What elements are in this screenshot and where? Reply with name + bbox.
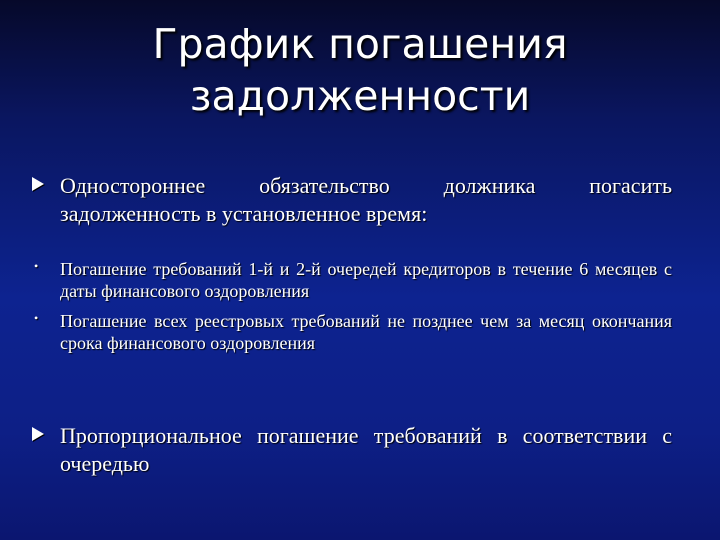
bullet-text: Пропорциональное погашение требований в соответствии с очередью [60,423,672,476]
bullet-item-all-registry-claims [32,310,672,354]
arrow-bullet-icon [32,177,44,191]
bullet-text: Погашение требований 1-й и 2-й очередей кредиторов в течение 6 месяцев с даты финансового оздоровления [60,259,672,301]
bullet-item-first-second-queue [32,258,672,302]
bullet-item-proportional [32,422,672,478]
bullet-item-obligation [32,172,672,228]
dot-bullet-icon: • [34,311,39,325]
dot-bullet-icon: • [34,259,39,273]
slide-title: График погашения задолженности [152,20,568,120]
bullet-text: Погашение всех реестровых требований не позднее чем за месяц окончания срока финансового оздоровления [60,311,672,353]
bullet-text: Одностороннее обязательство должника погасить задолженность в установленное время: [60,173,672,226]
arrow-bullet-icon [32,427,44,441]
